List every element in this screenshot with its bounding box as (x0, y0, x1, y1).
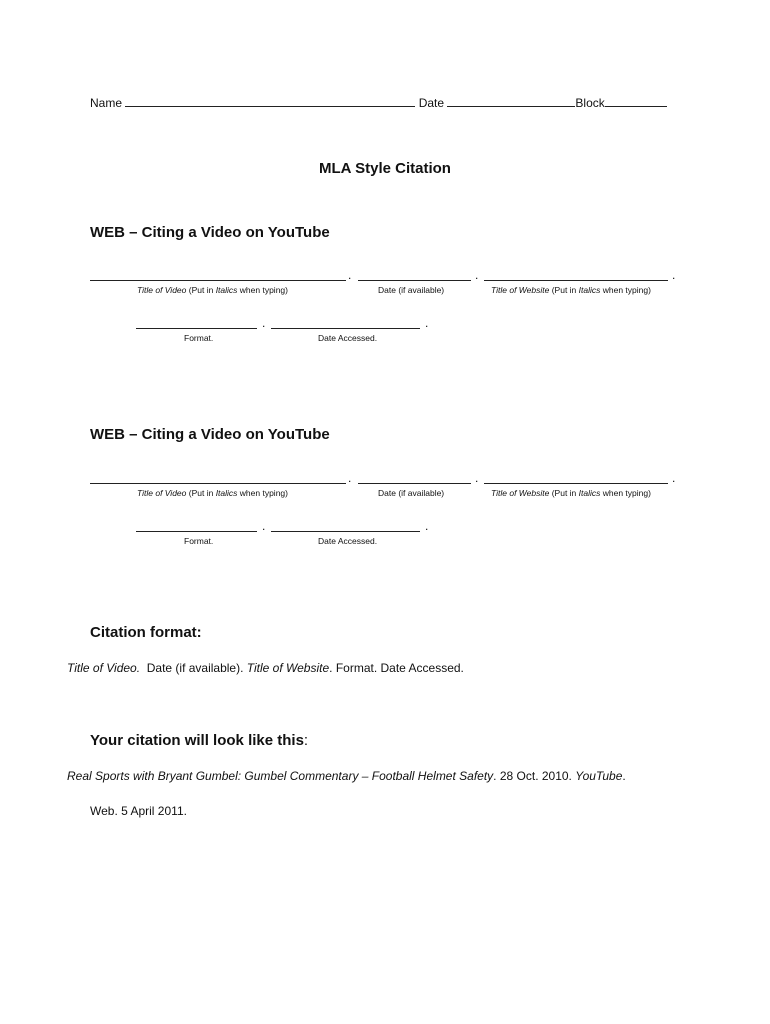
format-blank[interactable] (136, 328, 257, 329)
separator-dot: . (262, 519, 266, 533)
header-row (90, 94, 667, 110)
separator-dot: . (425, 519, 429, 533)
example-heading-text: Your citation will look like this (90, 732, 304, 749)
example-citation-line2: Web. 5 April 2011. (90, 804, 187, 818)
block-field-line[interactable] (605, 94, 667, 107)
citation-format-text (67, 661, 464, 675)
cf-title-of-video: Title of Video. (67, 661, 141, 675)
example-date: . 28 Oct. 2010. (493, 769, 576, 783)
caption-title-of-website: Title of Website (Put in Italics when typing) (491, 488, 651, 498)
example-title: Real Sports with Bryant Gumbel: Gumbel Commentary – Football Helmet Safety (67, 769, 494, 783)
example-heading (90, 732, 308, 749)
title-of-website-blank[interactable] (484, 280, 668, 281)
example-heading-colon: : (303, 732, 309, 749)
caption-date-accessed: Date Accessed. (318, 333, 378, 343)
caption-format: Format. (184, 536, 214, 546)
separator-dot: . (672, 268, 676, 282)
date-label: Date (418, 96, 445, 110)
section-heading-1: WEB – Citing a Video on YouTube (90, 224, 330, 241)
example-site: YouTube (575, 769, 623, 783)
date-accessed-blank[interactable] (271, 328, 420, 329)
caption-date-if-available: Date (if available) (378, 488, 445, 498)
citation-format-heading: Citation format: (90, 624, 202, 641)
cf-title-of-website: Title of Website (246, 661, 330, 675)
date-blank[interactable] (358, 280, 471, 281)
block-label: Block (575, 96, 605, 110)
separator-dot: . (475, 268, 479, 282)
separator-dot: . (672, 471, 676, 485)
title-of-website-blank[interactable] (484, 483, 668, 484)
caption-date-if-available: Date (if available) (378, 285, 445, 295)
caption-title-of-video: Title of Video (Put in Italics when typing) (137, 488, 288, 498)
caption-format: Format. (184, 333, 214, 343)
separator-dot: . (475, 471, 479, 485)
example-citation-line1 (67, 769, 626, 783)
caption-title-of-video: Title of Video (Put in Italics when typing) (137, 285, 288, 295)
date-accessed-blank[interactable] (271, 531, 420, 532)
title-of-video-blank[interactable] (90, 280, 346, 281)
title-of-video-blank[interactable] (90, 483, 346, 484)
page-title: MLA Style Citation (319, 160, 451, 177)
name-field-line[interactable] (125, 94, 415, 107)
caption-date-accessed: Date Accessed. (318, 536, 378, 546)
separator-dot: . (348, 268, 352, 282)
separator-dot: . (425, 316, 429, 330)
format-blank[interactable] (136, 531, 257, 532)
section-heading-2: WEB – Citing a Video on YouTube (90, 426, 330, 443)
example-site-end: . (622, 769, 626, 783)
separator-dot: . (262, 316, 266, 330)
date-blank[interactable] (358, 483, 471, 484)
caption-title-of-website: Title of Website (Put in Italics when typing) (491, 285, 651, 295)
name-label: Name (90, 96, 123, 110)
date-field-line[interactable] (447, 94, 575, 107)
cf-date-part: Date (if available). (140, 661, 247, 675)
cf-rest: . Format. Date Accessed. (329, 661, 464, 675)
separator-dot: . (348, 471, 352, 485)
